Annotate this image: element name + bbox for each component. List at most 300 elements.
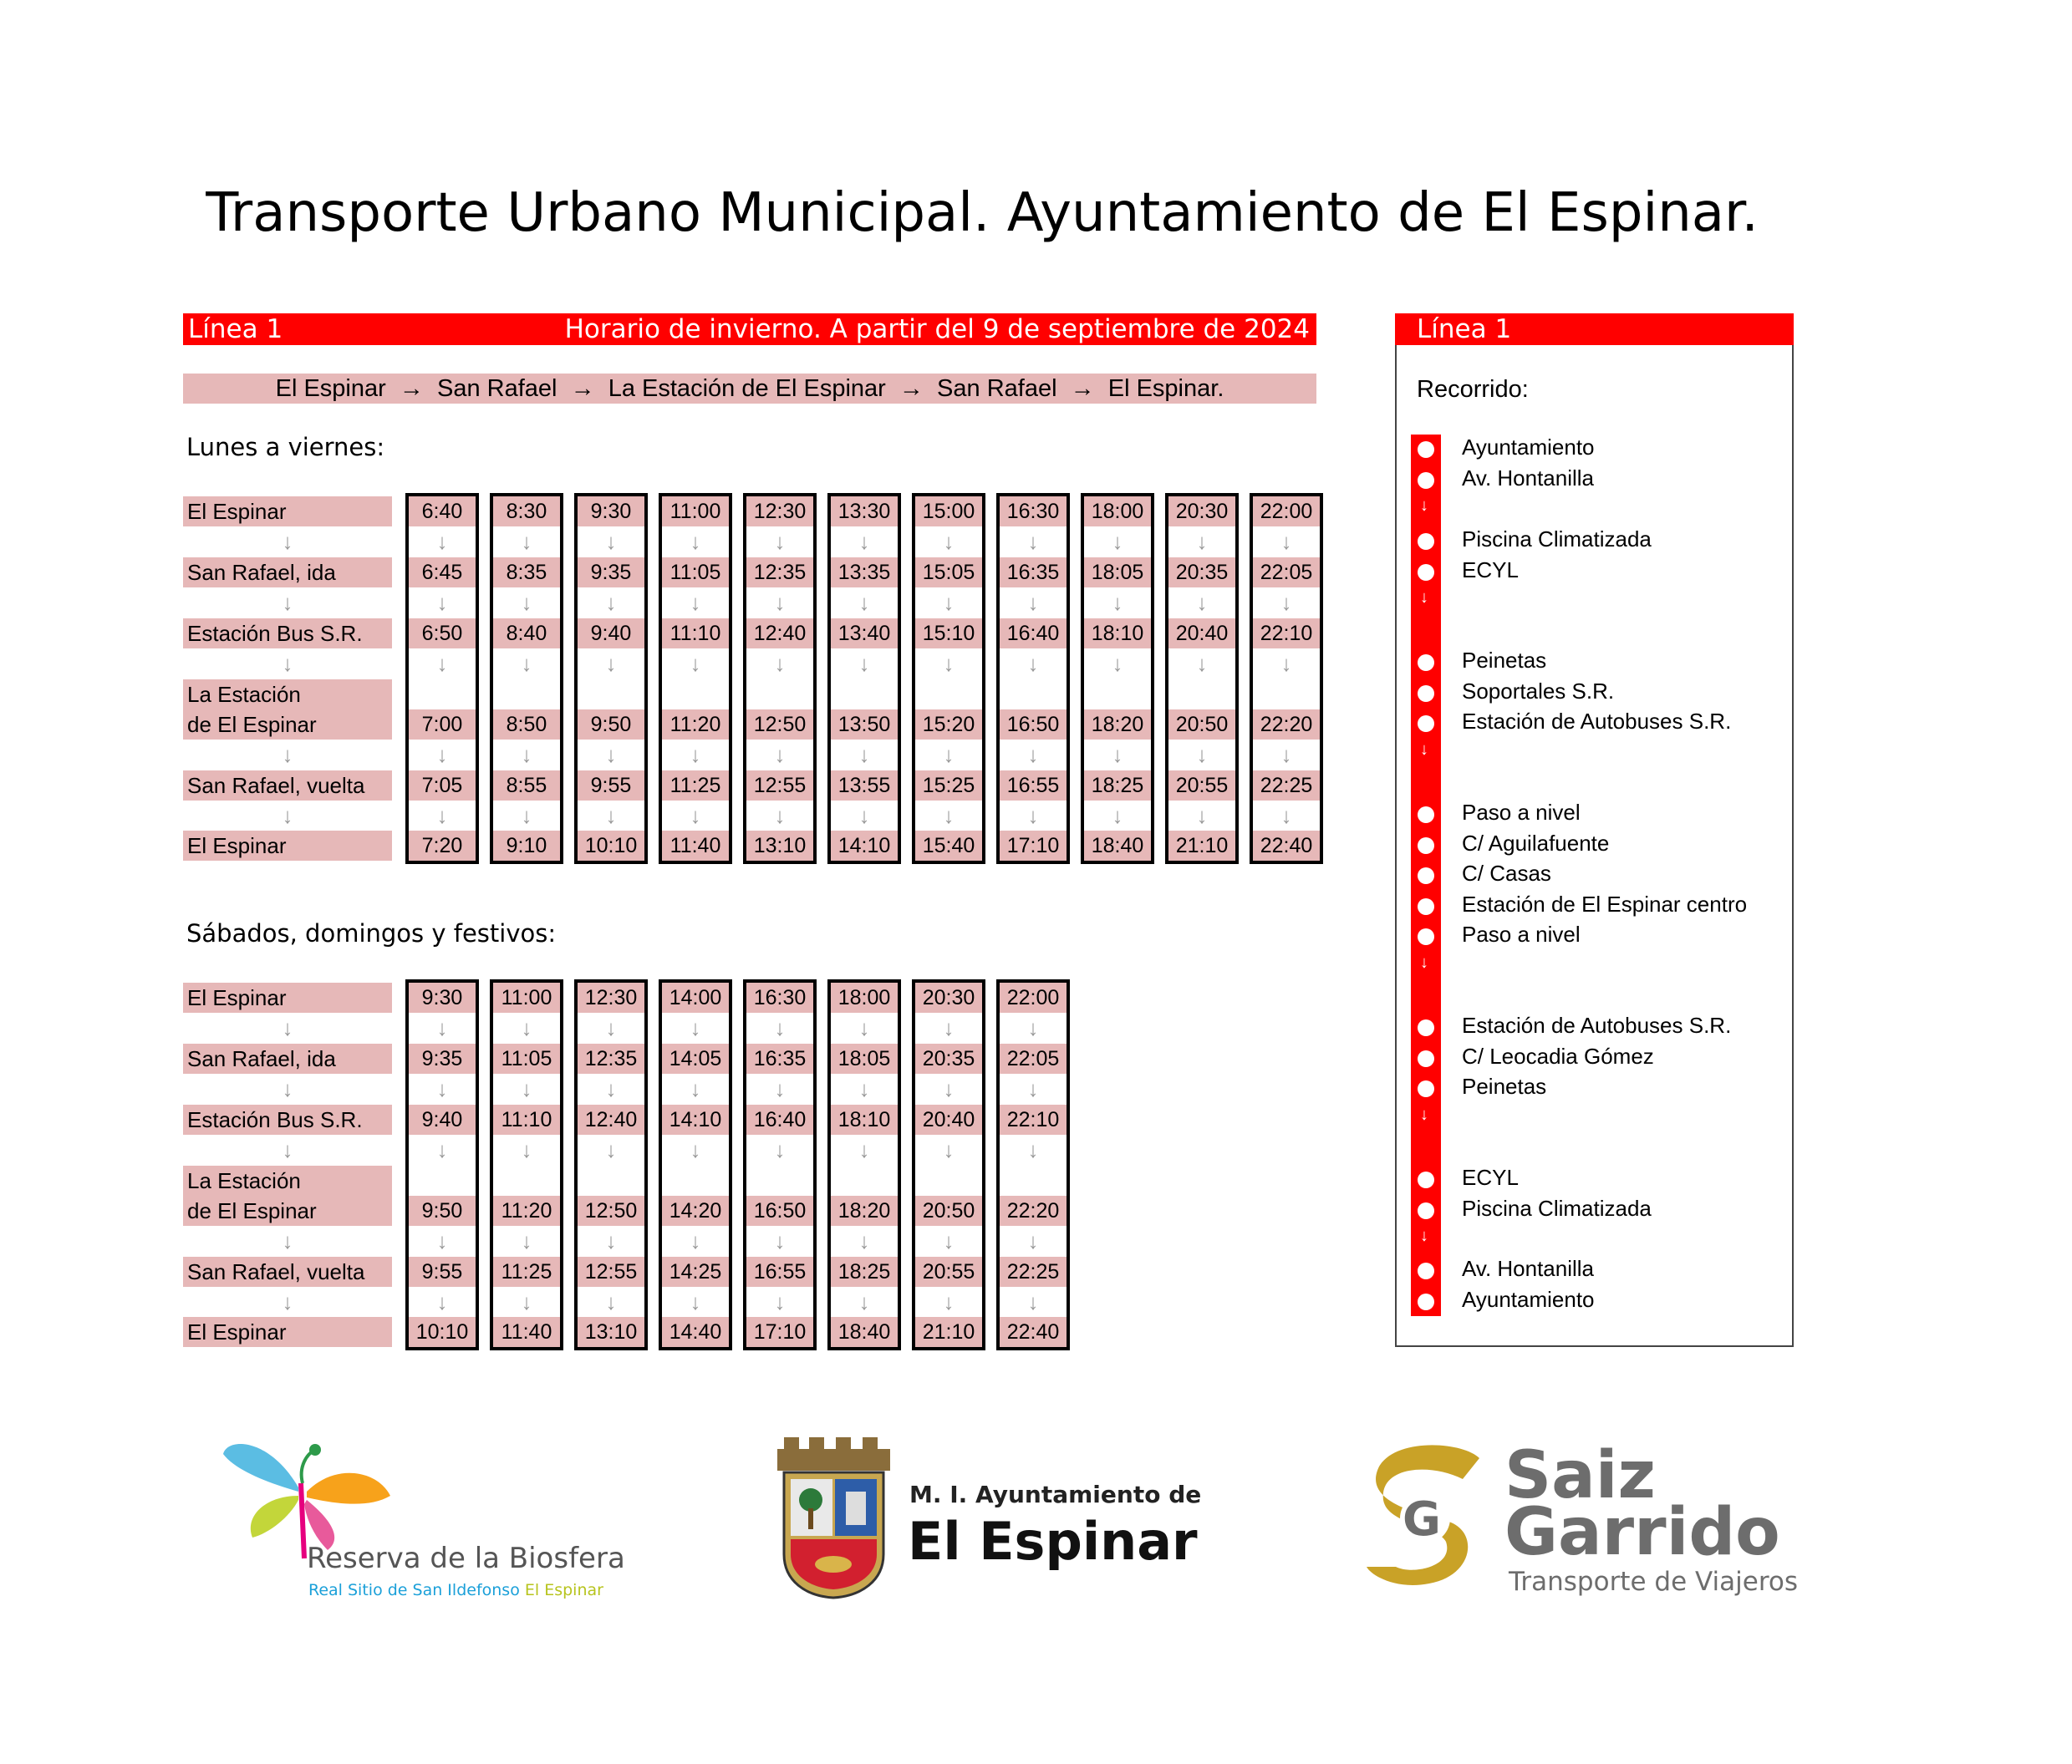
down-arrow-icon: ↓ [436,1076,448,1101]
departure-column [743,493,817,864]
down-arrow-icon: ↓ [774,742,786,767]
time-cell: 20:35 [1168,557,1235,587]
time-cell: 16:40 [746,1105,813,1135]
line-header-bar [183,313,1316,345]
departure-column [659,493,732,864]
departure-column [405,493,479,864]
route-stop: Ayuntamiento [1462,1286,1595,1312]
biosfera-sub-b: El Espinar [524,1581,603,1599]
down-arrow-icon: ↓ [1420,1105,1428,1124]
time-cell: 9:10 [493,831,560,861]
time-cell: 13:30 [831,496,898,526]
down-arrow-icon: ↓ [943,1289,955,1314]
time-cell: 18:00 [831,983,898,1013]
time-cell: 8:50 [493,709,560,740]
time-cell: 22:10 [1000,1105,1067,1135]
time-cell: 12:55 [746,770,813,801]
down-arrow-icon: ↓ [605,590,617,615]
down-arrow-icon: ↓ [1112,742,1123,767]
down-arrow-icon: ↓ [1027,590,1039,615]
time-cell: 11:05 [662,557,729,587]
svg-text:G: G [1403,1492,1441,1547]
departure-column [490,493,563,864]
stop-marker-icon [1418,685,1434,702]
time-cell: 18:20 [831,1196,898,1226]
down-arrow-icon: ↓ [436,803,448,828]
time-cell: 8:55 [493,770,560,801]
down-arrow-icon: ↓ [943,1228,955,1253]
stop-marker-icon [1418,564,1434,581]
time-cell: 16:35 [1000,557,1067,587]
time-cell: 21:10 [1168,831,1235,861]
time-cell: 15:20 [915,709,982,740]
departure-column [1250,493,1323,864]
down-arrow-icon: ↓ [774,1137,786,1162]
down-arrow-icon: ↓ [605,1137,617,1162]
stop-label: El Espinar [183,983,392,1013]
down-arrow-icon: ↓ [1196,651,1208,676]
time-cell: 9:55 [409,1257,476,1287]
departure-column [827,979,901,1350]
time-cell: 22:10 [1253,618,1320,648]
stop-marker-icon [1418,533,1434,550]
time-cell: 21:10 [915,1317,982,1347]
down-arrow-icon: ↓ [1280,529,1292,554]
down-arrow-icon: ↓ [690,1076,701,1101]
line-label: Línea 1 [188,314,283,344]
time-cell: 16:40 [1000,618,1067,648]
saiz-line2: Garrido [1504,1495,1780,1570]
time-cell: 11:20 [493,1196,560,1226]
down-arrow-icon: ↓ [521,803,532,828]
down-arrow-icon: ↓ [282,1289,293,1314]
time-cell: 16:55 [746,1257,813,1287]
stop-label: San Rafael, vuelta [183,1257,392,1287]
down-arrow-icon: ↓ [521,590,532,615]
stop-marker-icon [1418,1050,1434,1067]
route-panel-header [1395,313,1794,345]
time-cell: 22:25 [1253,770,1320,801]
time-cell: 18:25 [1084,770,1151,801]
time-cell: 11:00 [662,496,729,526]
time-cell: 15:10 [915,618,982,648]
route-stop: Ayuntamiento [1462,435,1595,460]
time-cell: 20:30 [1168,496,1235,526]
time-cell: 22:25 [1000,1257,1067,1287]
down-arrow-icon: ↓ [282,1228,293,1253]
down-arrow-icon: ↓ [1420,953,1428,972]
down-arrow-icon: ↓ [1027,1289,1039,1314]
time-cell: 15:00 [915,496,982,526]
down-arrow-icon: ↓ [521,1015,532,1040]
time-cell: 6:40 [409,496,476,526]
time-cell: 14:10 [662,1105,729,1135]
down-arrow-icon: ↓ [521,1228,532,1253]
time-cell: 20:50 [915,1196,982,1226]
route-stop: ECYL [1462,557,1519,582]
down-arrow-icon: ↓ [690,1289,701,1314]
departure-column [743,979,817,1350]
stop-marker-icon [1418,472,1434,489]
down-arrow-icon: ↓ [774,590,786,615]
time-cell: 18:20 [1084,709,1151,740]
time-cell: 18:05 [831,1044,898,1074]
stop-marker-icon [1418,928,1434,945]
stop-label: El Espinar [183,1317,392,1347]
time-cell: 12:50 [746,709,813,740]
route-stop: Peinetas [1462,1074,1547,1099]
coat-of-arms-icon [777,1437,890,1600]
time-cell: 11:10 [493,1105,560,1135]
time-cell: 13:10 [746,831,813,861]
time-cell: 13:55 [831,770,898,801]
down-arrow-icon: ↓ [858,1228,870,1253]
stop-marker-icon [1418,898,1434,915]
time-cell: 11:25 [493,1257,560,1287]
saiz-garrido-logo [1362,1438,1814,1609]
time-cell: 9:55 [578,770,644,801]
down-arrow-icon: ↓ [282,1015,293,1040]
departure-column [912,979,985,1350]
down-arrow-icon: ↓ [436,590,448,615]
time-cell: 9:30 [409,983,476,1013]
stop-label: La Estación de El Espinar [183,679,392,740]
time-cell: 22:05 [1000,1044,1067,1074]
time-cell: 18:25 [831,1257,898,1287]
time-cell: 12:55 [578,1257,644,1287]
route-stop: Paso a nivel [1462,922,1581,947]
down-arrow-icon: ↓ [1112,803,1123,828]
time-cell: 18:00 [1084,496,1151,526]
stop-label: El Espinar [183,496,392,526]
time-cell: 16:50 [746,1196,813,1226]
time-cell: 9:50 [409,1196,476,1226]
time-cell: 20:40 [1168,618,1235,648]
time-cell: 9:35 [578,557,644,587]
down-arrow-icon: ↓ [943,742,955,767]
down-arrow-icon: ↓ [943,529,955,554]
time-cell: 22:20 [1000,1196,1067,1226]
down-arrow-icon: ↓ [1027,1137,1039,1162]
time-cell: 6:45 [409,557,476,587]
time-cell: 17:10 [1000,831,1067,861]
stop-marker-icon [1418,1263,1434,1279]
time-cell: 18:05 [1084,557,1151,587]
stop-label: San Rafael, vuelta [183,770,392,801]
time-cell: 18:40 [831,1317,898,1347]
route-panel-line-label: Línea 1 [1417,314,1512,344]
route-stop: Estación de Autobuses S.R. [1462,1013,1732,1038]
down-arrow-icon: ↓ [1027,803,1039,828]
time-cell: 12:40 [578,1105,644,1135]
departure-column [1165,493,1239,864]
down-arrow-icon: ↓ [521,651,532,676]
saiz-line3: Transporte de Viajeros [1509,1567,1798,1597]
departure-column [574,493,648,864]
time-cell: 16:30 [746,983,813,1013]
time-cell: 20:30 [915,983,982,1013]
stop-marker-icon [1418,837,1434,854]
departure-column [405,979,479,1350]
time-cell: 7:00 [409,709,476,740]
down-arrow-icon: ↓ [943,651,955,676]
down-arrow-icon: ↓ [943,1137,955,1162]
down-arrow-icon: ↓ [605,742,617,767]
down-arrow-icon: ↓ [858,1076,870,1101]
ayuntamiento-line2: El Espinar [908,1511,1198,1572]
time-cell: 20:55 [915,1257,982,1287]
weekday-label: Lunes a viernes: [186,433,385,461]
stop-marker-icon [1418,1202,1434,1219]
time-cell: 6:50 [409,618,476,648]
down-arrow-icon: ↓ [774,803,786,828]
down-arrow-icon: ↓ [1112,529,1123,554]
route-description: El Espinar → San Rafael → La Estación de El Espinar → San Rafael → El Espinar. [183,374,1316,404]
departure-column [1081,493,1154,864]
stop-marker-icon [1418,1019,1434,1036]
down-arrow-icon: ↓ [605,651,617,676]
down-arrow-icon: ↓ [690,651,701,676]
schedule-note: Horario de invierno. A partir del 9 de septiembre de 2024 [564,314,1310,344]
down-arrow-icon: ↓ [1027,1076,1039,1101]
time-cell: 8:30 [493,496,560,526]
time-cell: 11:40 [662,831,729,861]
time-cell: 7:05 [409,770,476,801]
down-arrow-icon: ↓ [521,529,532,554]
time-cell: 22:05 [1253,557,1320,587]
route-stop: C/ Casas [1462,861,1551,886]
down-arrow-icon: ↓ [436,529,448,554]
route-stop: Estación de El Espinar centro [1462,891,1748,917]
down-arrow-icon: ↓ [690,742,701,767]
time-cell: 14:00 [662,983,729,1013]
down-arrow-icon: ↓ [605,1289,617,1314]
time-cell: 11:00 [493,983,560,1013]
time-cell: 22:40 [1253,831,1320,861]
down-arrow-icon: ↓ [1196,803,1208,828]
time-cell: 11:25 [662,770,729,801]
time-cell: 13:40 [831,618,898,648]
route-stop: Av. Hontanilla [1462,465,1595,491]
stop-label: El Espinar [183,831,392,861]
down-arrow-icon: ↓ [605,1076,617,1101]
down-arrow-icon: ↓ [690,1015,701,1040]
down-arrow-icon: ↓ [521,1289,532,1314]
biosfera-sub-a: Real Sitio de San Ildefonso [308,1581,520,1599]
down-arrow-icon: ↓ [858,1289,870,1314]
route-stop: C/ Aguilafuente [1462,830,1610,856]
time-cell: 11:40 [493,1317,560,1347]
ayuntamiento-line1: M. I. Ayuntamiento de [909,1481,1202,1508]
down-arrow-icon: ↓ [1280,590,1292,615]
route-stop: Estación de Autobuses S.R. [1462,709,1732,734]
down-arrow-icon: ↓ [1420,740,1428,759]
time-cell: 22:00 [1000,983,1067,1013]
down-arrow-icon: ↓ [521,1076,532,1101]
stop-label: Estación Bus S.R. [183,1105,392,1135]
down-arrow-icon: ↓ [690,803,701,828]
down-arrow-icon: ↓ [1196,529,1208,554]
time-cell: 12:50 [578,1196,644,1226]
down-arrow-icon: ↓ [282,590,293,615]
down-arrow-icon: ↓ [521,742,532,767]
route-stop: ECYL [1462,1165,1519,1190]
down-arrow-icon: ↓ [774,1289,786,1314]
departure-column [490,979,563,1350]
time-cell: 16:55 [1000,770,1067,801]
departure-column [659,979,732,1350]
stop-marker-icon [1418,654,1434,671]
down-arrow-icon: ↓ [1027,651,1039,676]
time-cell: 9:50 [578,709,644,740]
down-arrow-icon: ↓ [943,590,955,615]
stop-marker-icon [1418,1080,1434,1097]
down-arrow-icon: ↓ [858,1015,870,1040]
down-arrow-icon: ↓ [1027,529,1039,554]
departure-column [912,493,985,864]
time-cell: 8:35 [493,557,560,587]
down-arrow-icon: ↓ [436,742,448,767]
down-arrow-icon: ↓ [282,803,293,828]
time-cell: 20:50 [1168,709,1235,740]
down-arrow-icon: ↓ [1196,742,1208,767]
down-arrow-icon: ↓ [1112,590,1123,615]
down-arrow-icon: ↓ [858,1137,870,1162]
down-arrow-icon: ↓ [690,529,701,554]
route-stop: Paso a nivel [1462,800,1581,825]
route-stop: C/ Leocadia Gómez [1462,1043,1654,1069]
time-cell: 17:10 [746,1317,813,1347]
down-arrow-icon: ↓ [690,1228,701,1253]
down-arrow-icon: ↓ [774,1228,786,1253]
stop-marker-icon [1418,715,1434,732]
stop-label: Estación Bus S.R. [183,618,392,648]
stop-marker-icon [1418,1294,1434,1310]
saiz-line1: Saiz [1504,1438,1656,1513]
down-arrow-icon: ↓ [436,1289,448,1314]
time-cell: 22:20 [1253,709,1320,740]
down-arrow-icon: ↓ [774,1015,786,1040]
down-arrow-icon: ↓ [690,1137,701,1162]
down-arrow-icon: ↓ [943,803,955,828]
down-arrow-icon: ↓ [774,1076,786,1101]
down-arrow-icon: ↓ [282,742,293,767]
down-arrow-icon: ↓ [436,1228,448,1253]
route-stop: Av. Hontanilla [1462,1256,1595,1281]
time-cell: 12:30 [578,983,644,1013]
departure-column [574,979,648,1350]
down-arrow-icon: ↓ [1196,590,1208,615]
biosfera-logo [219,1437,625,1604]
time-cell: 15:25 [915,770,982,801]
time-cell: 8:40 [493,618,560,648]
saiz-garrido-emblem-icon [1362,1441,1488,1592]
down-arrow-icon: ↓ [1112,651,1123,676]
down-arrow-icon: ↓ [858,742,870,767]
down-arrow-icon: ↓ [436,651,448,676]
stop-label: La Estación de El Espinar [183,1166,392,1226]
route-stop: Peinetas [1462,648,1547,673]
departure-column [827,493,901,864]
time-cell: 15:40 [915,831,982,861]
down-arrow-icon: ↓ [605,803,617,828]
route-stop: Piscina Climatizada [1462,526,1652,552]
down-arrow-icon: ↓ [690,590,701,615]
time-cell: 10:10 [578,831,644,861]
time-cell: 9:40 [578,618,644,648]
down-arrow-icon: ↓ [605,529,617,554]
time-cell: 18:10 [1084,618,1151,648]
time-cell: 14:10 [831,831,898,861]
time-cell: 13:35 [831,557,898,587]
time-cell: 22:00 [1253,496,1320,526]
time-cell: 13:50 [831,709,898,740]
down-arrow-icon: ↓ [858,590,870,615]
time-cell: 20:40 [915,1105,982,1135]
ayuntamiento-logo [777,1437,1202,1604]
time-cell: 20:35 [915,1044,982,1074]
time-cell: 7:20 [409,831,476,861]
down-arrow-icon: ↓ [1280,651,1292,676]
time-cell: 11:10 [662,618,729,648]
time-cell: 12:35 [578,1044,644,1074]
stop-marker-icon [1418,867,1434,884]
down-arrow-icon: ↓ [858,803,870,828]
stop-label: San Rafael, ida [183,557,392,587]
weekend-label: Sábados, domingos y festivos: [186,919,557,948]
down-arrow-icon: ↓ [943,1076,955,1101]
time-cell: 11:20 [662,709,729,740]
time-cell: 22:40 [1000,1317,1067,1347]
time-cell: 16:30 [1000,496,1067,526]
down-arrow-icon: ↓ [1420,588,1428,607]
time-cell: 16:35 [746,1044,813,1074]
down-arrow-icon: ↓ [774,651,786,676]
time-cell: 14:05 [662,1044,729,1074]
departure-column [996,979,1070,1350]
down-arrow-icon: ↓ [774,529,786,554]
route-heading: Recorrido: [1417,376,1529,403]
down-arrow-icon: ↓ [605,1015,617,1040]
down-arrow-icon: ↓ [943,1015,955,1040]
time-cell: 14:40 [662,1317,729,1347]
down-arrow-icon: ↓ [282,529,293,554]
time-cell: 18:40 [1084,831,1151,861]
down-arrow-icon: ↓ [282,1137,293,1162]
page-title: Transporte Urbano Municipal. Ayuntamiento de El Espinar. [206,182,1759,244]
down-arrow-icon: ↓ [521,1137,532,1162]
down-arrow-icon: ↓ [605,1228,617,1253]
down-arrow-icon: ↓ [282,651,293,676]
route-stop: Piscina Climatizada [1462,1195,1652,1221]
time-cell: 12:35 [746,557,813,587]
stop-marker-icon [1418,441,1434,458]
down-arrow-icon: ↓ [1027,1015,1039,1040]
time-cell: 12:30 [746,496,813,526]
down-arrow-icon: ↓ [1420,1227,1428,1245]
time-cell: 12:40 [746,618,813,648]
time-cell: 20:55 [1168,770,1235,801]
time-cell: 11:05 [493,1044,560,1074]
time-cell: 10:10 [409,1317,476,1347]
down-arrow-icon: ↓ [282,1076,293,1101]
time-cell: 13:10 [578,1317,644,1347]
time-cell: 9:40 [409,1105,476,1135]
time-cell: 14:20 [662,1196,729,1226]
down-arrow-icon: ↓ [1280,742,1292,767]
biosfera-title: Reserva de la Biosfera [307,1542,625,1575]
down-arrow-icon: ↓ [1027,1228,1039,1253]
